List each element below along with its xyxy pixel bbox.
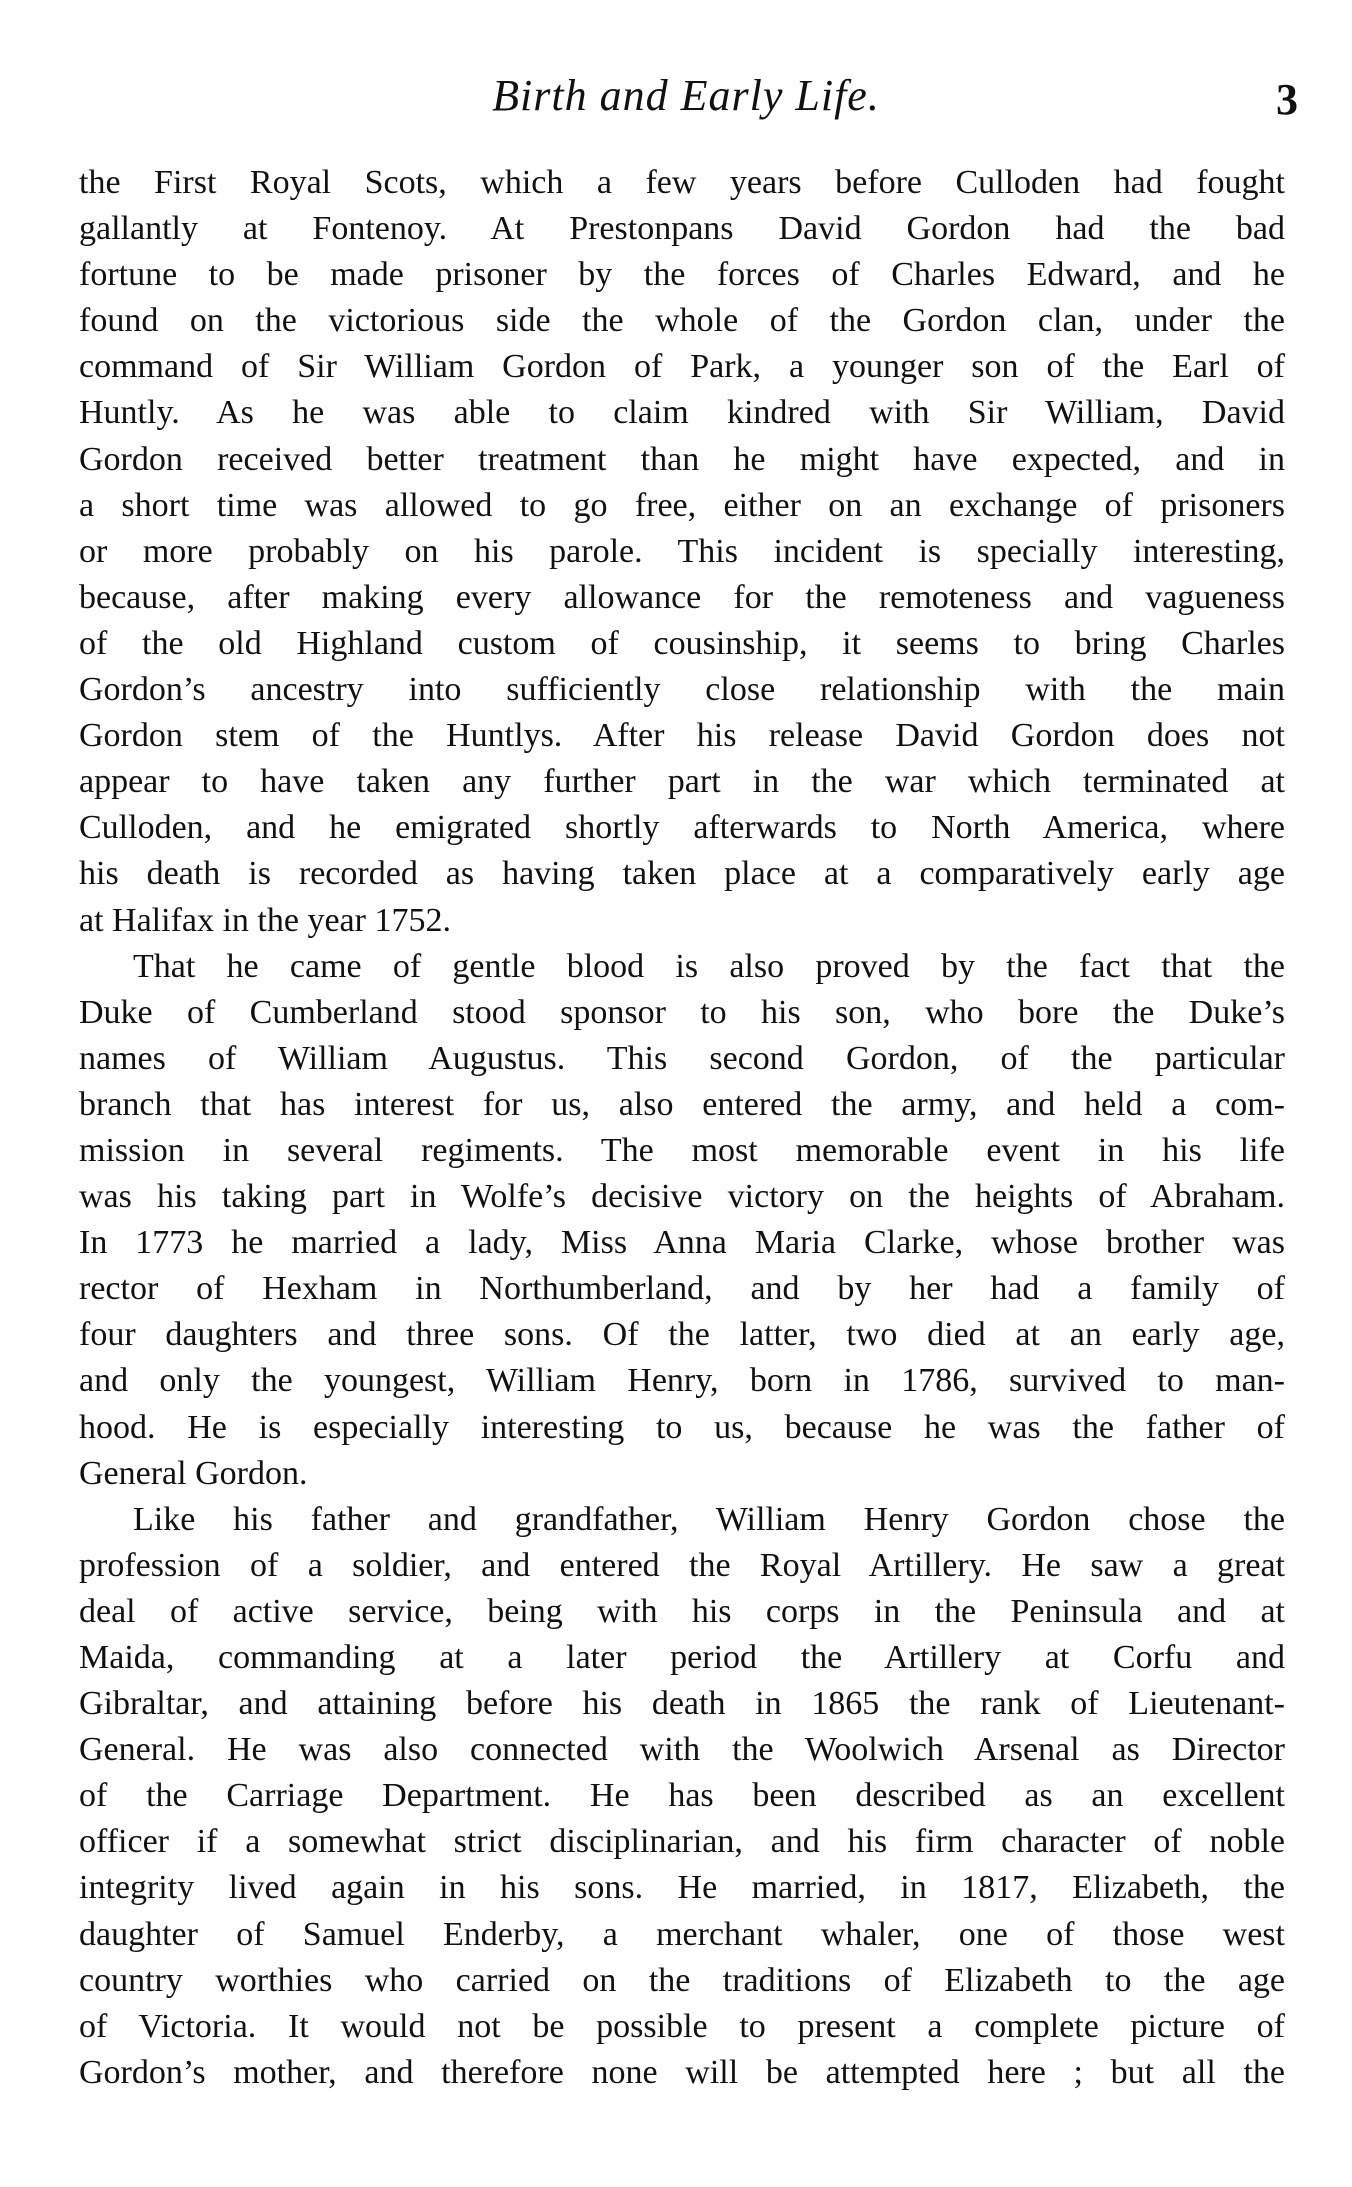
text-line: of the Carriage Department. He has been described as an excellent bbox=[79, 1777, 1285, 1815]
text-line: names of William Augustus. This second Gordon, of the particular bbox=[79, 1039, 1285, 1077]
text-line: was his taking part in Wolfe’s decisive victory on the heights of Abraham. bbox=[79, 1178, 1285, 1216]
text-line: hood. He is especially interesting to us, because he was the father of bbox=[79, 1408, 1285, 1446]
text-line: General. He was also connected with the Woolwich Arsenal as Director bbox=[79, 1731, 1285, 1769]
text-line: Gordon stem of the Huntlys. After his release David Gordon does not bbox=[79, 717, 1285, 755]
paragraph bbox=[79, 1497, 1285, 2096]
text-line: fortune to be made prisoner by the forces of Charles Edward, and he bbox=[79, 256, 1285, 294]
text-line: found on the victorious side the whole of the Gordon clan, under the bbox=[79, 302, 1285, 340]
text-line: the First Royal Scots, which a few years before Culloden had fought bbox=[79, 164, 1285, 201]
text-line: rector of Hexham in Northumberland, and by her had a family of bbox=[79, 1270, 1285, 1308]
text-line: at Halifax in the year 1752. bbox=[79, 901, 451, 939]
text-line: Gordon received better treatment than he might have expected, and in bbox=[79, 440, 1285, 478]
text-line: In 1773 he married a lady, Miss Anna Maria Clarke, whose brother was bbox=[79, 1224, 1285, 1262]
running-head-title: Birth and Early Life. bbox=[492, 71, 880, 120]
text-line: Gordon’s ancestry into sufficiently close relationship with the main bbox=[79, 671, 1285, 709]
page-number: 3 bbox=[1276, 75, 1298, 124]
text-line: of the old Highland custom of cousinship, it seems to bring Charles bbox=[79, 624, 1285, 662]
text-line: country worthies who carried on the traditions of Elizabeth to the age bbox=[79, 1961, 1285, 1999]
text-line: daughter of Samuel Enderby, a merchant whaler, one of those west bbox=[79, 1915, 1285, 1953]
body-text bbox=[79, 160, 1285, 2096]
text-line: Gibraltar, and attaining before his death in 1865 the rank of Lieutenant- bbox=[79, 1685, 1285, 1723]
text-line: deal of active service, being with his corps in the Peninsula and at bbox=[79, 1592, 1285, 1630]
text-line: Like his father and grandfather, William Henry Gordon chose the bbox=[133, 1500, 1285, 1538]
text-line: That he came of gentle blood is also proved by the fact that the bbox=[133, 947, 1285, 985]
text-line: his death is recorded as having taken place at a comparatively early age bbox=[79, 855, 1285, 893]
text-line: branch that has interest for us, also entered the army, and held a com- bbox=[79, 1085, 1285, 1123]
text-line: of Victoria. It would not be possible to present a complete picture of bbox=[79, 2007, 1285, 2045]
paragraph bbox=[79, 160, 1285, 944]
text-line: profession of a soldier, and entered the Royal Artillery. He saw a great bbox=[79, 1546, 1285, 1584]
text-line: appear to have taken any further part in the war which terminated at bbox=[79, 763, 1285, 801]
text-line: four daughters and three sons. Of the latter, two died at an early age, bbox=[79, 1316, 1285, 1354]
paragraph bbox=[79, 944, 1285, 1497]
text-line: Huntly. As he was able to claim kindred with Sir William, David bbox=[79, 394, 1285, 432]
text-line: gallantly at Fontenoy. At Prestonpans David Gordon had the bad bbox=[79, 210, 1285, 248]
text-line: mission in several regiments. The most memorable event in his life bbox=[79, 1131, 1285, 1169]
running-head bbox=[0, 70, 1352, 130]
text-line: or more probably on his parole. This incident is specially interesting, bbox=[79, 532, 1285, 570]
text-line: a short time was allowed to go free, either on an exchange of prisoners bbox=[79, 486, 1285, 524]
text-line: Culloden, and he emigrated shortly afterwards to North America, where bbox=[79, 809, 1285, 847]
text-line: and only the youngest, William Henry, born in 1786, survived to man- bbox=[79, 1362, 1285, 1400]
text-line: officer if a somewhat strict disciplinarian, and his firm character of noble bbox=[79, 1823, 1285, 1861]
text-line: Duke of Cumberland stood sponsor to his son, who bore the Duke’s bbox=[79, 993, 1285, 1031]
text-line: General Gordon. bbox=[79, 1454, 308, 1492]
text-line: because, after making every allowance for the remoteness and vagueness bbox=[79, 578, 1285, 616]
text-line: Gordon’s mother, and therefore none will be attempted here ; but all the bbox=[79, 2053, 1285, 2091]
text-line: Maida, commanding at a later period the Artillery at Corfu and bbox=[79, 1639, 1285, 1676]
text-line: command of Sir William Gordon of Park, a younger son of the Earl of bbox=[79, 348, 1285, 386]
text-line: integrity lived again in his sons. He married, in 1817, Elizabeth, the bbox=[79, 1869, 1285, 1907]
